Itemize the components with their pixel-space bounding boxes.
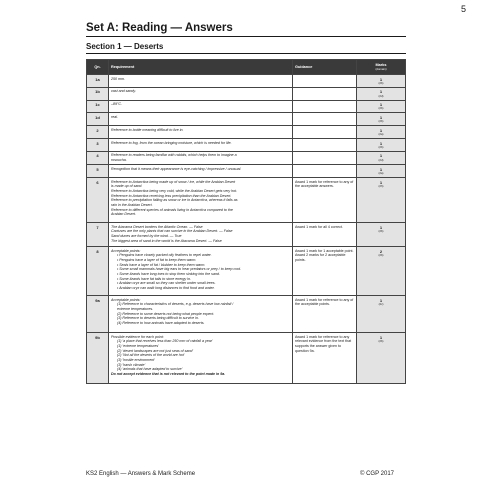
marks-cell (357, 126, 406, 139)
footer-left: KS2 English — Answers & Mark Scheme (86, 471, 196, 477)
requirement-cell (109, 178, 293, 223)
question-number: 9a (87, 296, 109, 333)
requirement-line: Reference to Antarctica receiving less precipitation than the Arabian Desert. (111, 193, 232, 198)
guidance-cell (293, 139, 357, 152)
requirement-line: is made up of sand. (111, 184, 143, 189)
requirement-line: Reference to precipitation falling as snow or ice in Antarctica, whereas it falls as (111, 198, 238, 203)
requirement-line: Do not accept evidence that is not relevant to the point made in 9a. (111, 371, 226, 376)
question-number: 8 (87, 247, 109, 296)
requirement-line: 250 mm. (111, 76, 125, 81)
requirement-line: Sand dunes are formed by the wind. — True (111, 233, 182, 238)
requirement-line: • Seals have a layer of fat / blubber to keep them warm. (111, 263, 290, 268)
requirement-cell (109, 126, 293, 139)
table-row (87, 178, 406, 223)
requirement-cell (109, 139, 293, 152)
requirement-line: (1) Reference to characteristics of deserts, e.g. deserts have low rainfall / (117, 302, 234, 307)
requirement-cell (109, 75, 293, 88)
header-marks-sub: (domain) (375, 66, 387, 71)
mark-domain: (2b) (378, 338, 384, 343)
mark-domain: (2b) (378, 80, 384, 85)
requirement-line: (4) Reference to how animals have adapted to deserts. (117, 320, 205, 325)
guidance-cell (293, 126, 357, 139)
mark-domain: (2a) (378, 131, 384, 136)
table-row (87, 223, 406, 247)
requirement-cell (109, 333, 293, 384)
marks-cell (357, 223, 406, 247)
header-guidance: Guidance (293, 60, 357, 75)
table-row (87, 139, 406, 152)
requirement-cell (109, 296, 293, 333)
mark-domain: (2a) (378, 170, 384, 175)
table-row (87, 75, 406, 88)
question-number: 2 (87, 126, 109, 139)
table-header-row (87, 60, 406, 75)
marks-cell (357, 113, 406, 126)
requirement-line: Reference to readers being familiar with rabbits, which helps them to imagine a (111, 153, 237, 158)
marks-cell (357, 165, 406, 178)
mark-value: 1 (379, 140, 383, 146)
requirement-line: rosoucha. (111, 158, 127, 163)
requirement-line: Arabian Desert. (111, 212, 136, 217)
marks-cell (357, 333, 406, 384)
requirement-line: Recognition that it means their appearance is eye-catching / impressive / unusual. (111, 166, 242, 171)
footer-right: © CGP 2017 (360, 471, 394, 477)
guidance-cell (293, 151, 357, 164)
requirement-line: The biggest area of sand in the world is the Atacama Desert. — False (111, 238, 222, 243)
requirement-cell (109, 113, 293, 126)
requirement-line: Cactuses are the only plants that can survive in the Arabian Desert. — False (111, 229, 233, 234)
mark-value: 1 (379, 114, 383, 120)
mark-value: 1 (379, 179, 383, 185)
question-number: 4 (87, 151, 109, 164)
requirement-cell (109, 151, 293, 164)
section-rule (86, 53, 406, 54)
guidance-cell: Award 1 mark for reference to any of the acceptable points. (293, 296, 357, 333)
requirement-line: • Some lizards have fat tails to store energy in. (111, 277, 290, 282)
section-heading: Section 1 — Deserts (86, 42, 164, 51)
page-number: 5 (461, 4, 467, 14)
table-row (87, 165, 406, 178)
requirement-line: Possible evidence for each point: (111, 334, 164, 339)
mark-value: 1 (379, 166, 383, 172)
table-body (87, 75, 406, 384)
mark-scheme-table (86, 59, 406, 384)
requirement-cell (109, 247, 293, 296)
requirement-line: (2) 'Not all the deserts of the world are hot' (117, 353, 185, 358)
requirement-cell (109, 223, 293, 247)
requirement-line: • Arabian oryx can walk long distances to find food and water. (111, 286, 290, 291)
requirement-line: (2) 'desert landscapes are not just seas of sand' (117, 348, 194, 353)
mark-domain: (2d) (378, 157, 384, 162)
requirement-line: extreme temperatures. (117, 306, 154, 311)
table-row (87, 247, 406, 296)
mark-domain: (2b) (378, 252, 384, 257)
mark-value: 1 (379, 127, 383, 133)
requirement-line: Acceptable points: (111, 248, 141, 253)
marks-cell (357, 100, 406, 113)
mark-value: 1 (379, 224, 383, 230)
requirement-line: (3) Reference to deserts being difficult to survive in. (117, 316, 199, 321)
question-number: 3 (87, 139, 109, 152)
requirement-line: The Atacama Desert borders the Atlantic Ocean. — False (111, 224, 203, 229)
requirement-line: • Penguins have closely packed oily feathers to repel water. (111, 253, 290, 258)
table-row (87, 113, 406, 126)
table-row (87, 87, 406, 100)
guidance-cell: Award 1 mark for 1 acceptable point. Award 2 marks for 2 acceptable points. (293, 247, 357, 296)
requirement-cell (109, 87, 293, 100)
guidance-cell: Award 1 mark for reference to any relevant evidence from the text that supports the answer given to question 9a. (293, 333, 357, 384)
requirement-line: • Some small mammals have big ears to hear predators or prey / to keep cool. (111, 267, 290, 272)
requirement-line: (4) 'animals that have adapted to survive' (117, 367, 183, 372)
question-number: 7 (87, 223, 109, 247)
requirement-line: real. (111, 114, 118, 119)
mark-value: 1 (379, 297, 383, 303)
mark-value: 1 (379, 153, 383, 159)
requirement-line: Acceptable points: (111, 297, 141, 302)
question-number: 9b (87, 333, 109, 384)
requirement-cell (109, 100, 293, 113)
requirement-line: • Penguins have a layer of fat to keep them warm. (111, 258, 290, 263)
question-number: 1d (87, 113, 109, 126)
mark-domain: (2h) (378, 183, 384, 188)
requirement-cell (109, 165, 293, 178)
guidance-cell: Award 1 mark for reference to any of the acceptable answers. (293, 178, 357, 223)
mark-domain: (2b) (378, 119, 384, 124)
marks-cell (357, 139, 406, 152)
question-number: 6 (87, 178, 109, 223)
guidance-cell (293, 165, 357, 178)
guidance-cell (293, 87, 357, 100)
mark-domain: (2b) (378, 228, 384, 233)
mark-value: 2 (379, 248, 383, 254)
requirement-line: • Some lizards have long toes to stop them sinking into the sand. (111, 272, 290, 277)
requirement-line: • Arabian oryx are small so they can shelter under small trees. (111, 281, 290, 286)
page-title: Set A: Reading — Answers (86, 22, 233, 34)
mark-value: 1 (379, 76, 383, 82)
guidance-cell: Award 1 mark for all 4 correct. (293, 223, 357, 247)
mark-domain: (2b) (378, 144, 384, 149)
question-number: 5 (87, 165, 109, 178)
requirement-line: rain in the Arabian Desert. (111, 202, 153, 207)
requirement-line: (1) 'a place that receives less than 250 mm of rainfall a year' (117, 339, 213, 344)
mark-value: 1 (379, 334, 383, 340)
marks-cell (357, 178, 406, 223)
header-qn: Qn. (87, 60, 109, 75)
mark-domain: (2b) (378, 106, 384, 111)
question-number: 1a (87, 75, 109, 88)
guidance-cell (293, 75, 357, 88)
requirement-line: (3) 'hostile environment' (117, 357, 155, 362)
requirement-line: –89°C. (111, 102, 123, 107)
requirement-line: (2) Reference to some deserts not being what people expect. (117, 311, 215, 316)
requirement-line: vast and sandy. (111, 89, 136, 94)
requirement-line: (1) 'extreme temperatures' (117, 343, 159, 348)
title-rule (86, 36, 406, 37)
requirement-line: Reference to Antarctica being made up of snow / ice, while the Arabian Desert (111, 179, 236, 184)
question-number: 1b (87, 87, 109, 100)
marks-cell (357, 296, 406, 333)
mark-domain: (2d) (378, 93, 384, 98)
requirement-line: Reference to different species of animals living in Antarctica compared to the (111, 207, 233, 212)
header-requirement: Requirement (109, 60, 293, 75)
marks-cell (357, 247, 406, 296)
table-row (87, 126, 406, 139)
marks-cell (357, 87, 406, 100)
header-marks-label: Marks (375, 62, 387, 67)
marks-cell (357, 151, 406, 164)
requirement-line: Reference to Antarctica being very cold, while the Arabian Desert gets very hot. (111, 188, 238, 193)
guidance-cell (293, 113, 357, 126)
mark-domain: (2c) (378, 301, 384, 306)
table-row (87, 100, 406, 113)
mark-value: 1 (379, 89, 383, 95)
table-row (87, 151, 406, 164)
question-number: 1c (87, 100, 109, 113)
requirement-line: Reference to bottle meaning difficult to live in. (111, 127, 184, 132)
table-row (87, 333, 406, 384)
guidance-cell (293, 100, 357, 113)
requirement-line: (3) 'harsh climate' (117, 362, 146, 367)
requirement-line: Reference to fog, from the ocean bringing moisture, which is needed for life. (111, 140, 232, 145)
header-marks (357, 60, 406, 75)
table-row (87, 296, 406, 333)
marks-cell (357, 75, 406, 88)
mark-value: 1 (379, 102, 383, 108)
